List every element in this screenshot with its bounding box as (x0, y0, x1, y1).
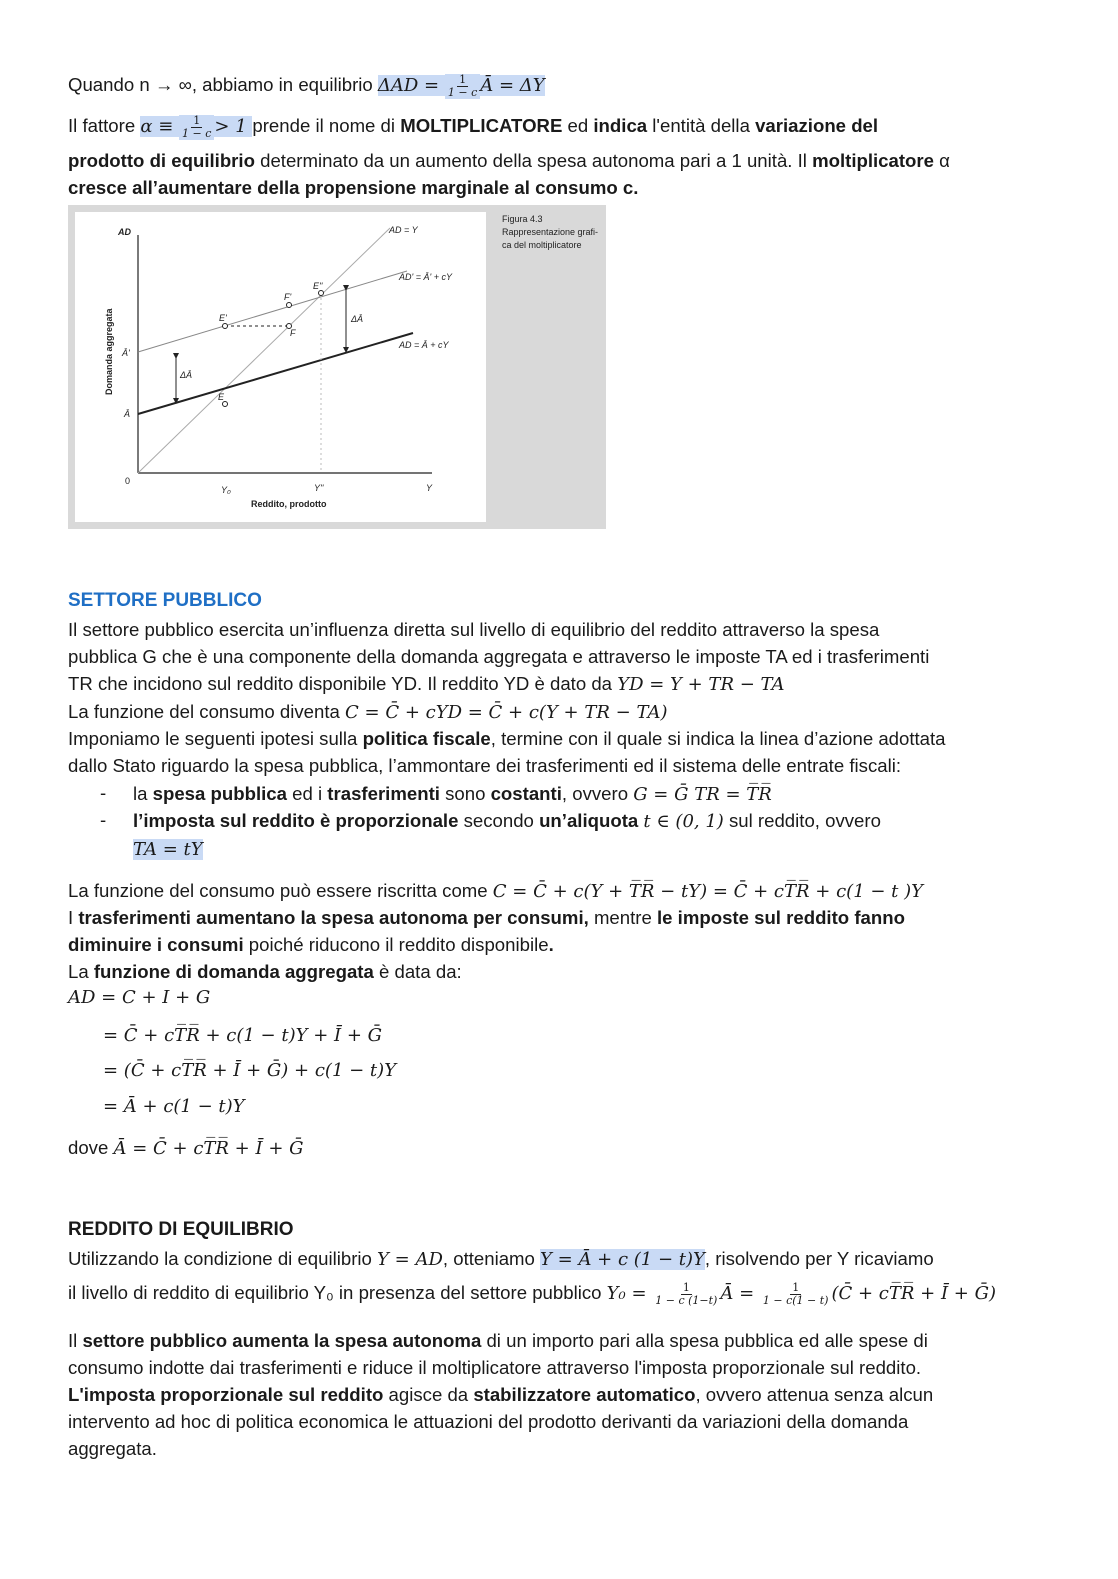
fraction (760, 1282, 832, 1307)
text-run: Il (68, 1330, 83, 1351)
y-label: Y (426, 483, 433, 493)
text-line (68, 1410, 908, 1434)
fraction (445, 74, 480, 99)
math-expression: Ā = C̄ + cT̅R̅ + Ī + Ḡ (113, 1138, 304, 1159)
math-expression: G = Ḡ TR = T̅R̅ (633, 784, 772, 805)
text-run: determinato da un aumento della spesa autonoma pari a 1 unità. Il (254, 150, 813, 171)
point-f1 (287, 303, 292, 308)
line-45-label: AD = Y (389, 225, 418, 235)
text-run: , termine con il quale si indica la linea d’azione adottata (490, 728, 946, 749)
fraction-numerator: 1 (682, 1280, 690, 1294)
text-run: Utilizzando la condizione di equilibrio (68, 1248, 378, 1269)
heading-settore-pubblico: SETTORE PUBBLICO (68, 590, 262, 611)
fraction-numerator: 1 (193, 113, 201, 127)
bold-text: le imposte sul reddito fanno (656, 907, 905, 928)
math-expression: C = C̄ + cYD = C̄ + c(Y + TR − TA) (345, 702, 668, 723)
equation-line (68, 986, 210, 1010)
bold-text: moltiplicatore (812, 150, 934, 171)
figure-chart (68, 205, 606, 529)
text-line (68, 1356, 921, 1380)
text-run: Quando n → ∞, abbiamo in equilibrio (68, 74, 378, 95)
bold-text: . (548, 934, 554, 955)
fraction-denominator: 1 − c(1 − t) (762, 1293, 829, 1307)
text-run: La funzione del consumo diventa (68, 701, 346, 722)
text-line (133, 837, 203, 862)
line-ad-prime (138, 271, 407, 352)
y2-label: Y'' (314, 483, 324, 493)
line-ad-label: AD = Ā + cY (399, 340, 449, 350)
text-line (68, 1437, 157, 1461)
delta-label-right: ΔĀ (351, 314, 364, 324)
text-run: ed (562, 115, 594, 136)
bold-text: cresce all’aumentare della propensione marginale al consumo c. (68, 177, 639, 198)
text-line (68, 879, 923, 904)
text-run: dove (68, 1137, 114, 1158)
bold-text: variazione del (755, 115, 879, 136)
bold-text: l’imposta sul reddito è proporzionale (133, 810, 459, 831)
text-run: dallo Stato riguardo la spesa pubblica, l’ammontare dei trasferimenti ed il sistema delle entrate fiscali: (68, 755, 902, 776)
text-run: , ovvero (561, 783, 634, 804)
point-e2 (319, 291, 324, 296)
equation-line (68, 1136, 304, 1161)
bold-text: L'imposta proporzionale sul reddito (68, 1384, 384, 1405)
bold-text: trasferimenti aumentano la spesa autonoma per consumi, (78, 907, 589, 928)
math-expression: Y = Ā + c (1 − t)Y (540, 1249, 705, 1270)
bold-text: costanti (490, 783, 562, 804)
text-run: sono (439, 783, 491, 804)
fraction-numerator: 1 (792, 1280, 800, 1294)
text-run: Imponiamo le seguenti ipotesi sulla (68, 728, 363, 749)
heading-reddito-equilibrio: REDDITO DI EQUILIBRIO (68, 1219, 294, 1240)
multiplier-figure (68, 205, 606, 529)
text-run: La (68, 961, 94, 982)
x-axis-title: Reddito, prodotto (251, 499, 327, 509)
text-line (68, 906, 905, 930)
text-run: , risolvendo per Y ricaviamo (704, 1248, 934, 1269)
point-f1-label: F' (284, 292, 292, 302)
text-run: aggregata. (68, 1438, 157, 1459)
text-run: secondo (458, 810, 540, 831)
text-line (68, 727, 946, 751)
math-expression: α ≡ (140, 116, 180, 137)
text-run: pubblica G che è una componente della domanda aggregata e attraverso le imposte TA ed i trasferimenti (68, 646, 930, 667)
a-prime-label: Ā' (122, 348, 130, 358)
list-item (133, 809, 881, 834)
bold-text: MOLTIPLICATORE (400, 115, 563, 136)
text-line (68, 114, 878, 140)
text-line (68, 672, 785, 697)
text-run: l'entità della (647, 115, 756, 136)
text-line (68, 754, 901, 778)
y-axis-title: Domanda aggregata (104, 308, 114, 395)
math-expression: Y = AD (377, 1249, 443, 1270)
text-run: mentre (588, 907, 657, 928)
fraction (652, 1282, 720, 1307)
fraction (179, 115, 214, 140)
point-f-label: F (290, 328, 296, 338)
text-run: prende il nome di (252, 115, 401, 136)
math-expression: ΔAD = (377, 75, 445, 96)
text-line (68, 1329, 928, 1353)
bold-text: settore pubblico aumenta la spesa autonoma (82, 1330, 482, 1351)
math-expression: YD = Y + TR − TA (617, 674, 785, 695)
bold-text: indica (593, 115, 648, 136)
text-line (68, 618, 879, 642)
bold-text: un’aliquota (539, 810, 639, 831)
math-expression: TA = tY (133, 839, 203, 860)
list-item (133, 782, 772, 807)
delta-label-left: ΔĀ (180, 370, 193, 380)
text-run: consumo indotte dai trasferimenti e riduce il moltiplicatore attraverso l'imposta proporzionale sul reddito. (68, 1357, 922, 1378)
text-line (68, 73, 545, 99)
text-run: intervento ad hoc di politica economica le attuazioni del prodotto derivanti da variazioni della domanda (68, 1411, 909, 1432)
math-expression: = (C̄ + cT̅R̅ + Ī + Ḡ) + c(1 − t)Y (103, 1060, 397, 1081)
equation-line (103, 1058, 396, 1083)
text-run: agisce da (383, 1384, 474, 1405)
math-expression: Ā = ΔY (480, 75, 545, 96)
bullet-dash: - (100, 782, 107, 803)
text-run: , otteniamo (442, 1248, 541, 1269)
text-run: di un importo pari alla spesa pubblica ed alle spese di (481, 1330, 928, 1351)
bold-text: spesa pubblica (152, 783, 287, 804)
figure-caption: Figura 4.3 Rappresentazione grafi- ca del moltiplicatore (502, 214, 599, 250)
math-expression: Y₀ = (606, 1283, 653, 1304)
text-run: la (133, 783, 153, 804)
point-e1-label: E' (219, 313, 227, 323)
text-line (68, 1247, 934, 1272)
y0-label: Y₀ (221, 485, 231, 495)
math-expression: = Ā + c(1 − t)Y (103, 1096, 245, 1117)
bold-text: funzione di domanda aggregata (93, 961, 374, 982)
bold-text: stabilizzatore automatico (473, 1384, 696, 1405)
text-line (68, 645, 929, 669)
text-run: poiché riducono il reddito disponibile (243, 934, 549, 955)
text-run: Il settore pubblico esercita un’influenza diretta sul livello di equilibrio del reddito attraverso la spesa (68, 619, 880, 640)
fraction-denominator: 1 − c (1−t) (655, 1293, 718, 1307)
point-e2-label: E'' (313, 281, 323, 291)
text-run: il livello di reddito di equilibrio Y₀ in presenza del settore pubblico (68, 1282, 607, 1303)
fraction-denominator: 1 − c (447, 85, 478, 99)
text-line (68, 1281, 996, 1307)
text-run: La funzione del consumo può essere riscritta come (68, 880, 493, 901)
text-line (68, 700, 667, 725)
equation-line (103, 1094, 245, 1119)
math-expression: t ∈ (0, 1) (643, 811, 724, 832)
bold-text: politica fiscale (362, 728, 491, 749)
text-run: α (934, 150, 950, 171)
text-line (68, 933, 554, 957)
fraction-numerator: 1 (459, 72, 467, 86)
math-expression: AD = C + I + G (68, 987, 211, 1008)
bold-text: trasferimenti (327, 783, 440, 804)
math-expression: C = C̄ + c(Y + T̅R̅ − tY) = C̄ + cT̅R̅ + c(1 − t )Y (492, 881, 924, 902)
text-line (68, 960, 462, 984)
equation-line (103, 1023, 382, 1048)
text-line (68, 149, 950, 173)
text-run: , ovvero attenua senza alcun (695, 1384, 934, 1405)
a-bar-label: Ā (124, 409, 131, 419)
text-run: sul reddito, ovvero (723, 810, 881, 831)
text-line (68, 176, 638, 200)
point-e-label: E (218, 392, 225, 402)
text-run: TR che incidono sul reddito disponibile YD. Il reddito YD è dato da (68, 673, 618, 694)
math-expression: = C̄ + cT̅R̅ + c(1 − t)Y + Ī + Ḡ (103, 1025, 383, 1046)
math-expression: (C̄ + cT̅R̅ + Ī + Ḡ) (831, 1283, 997, 1304)
math-expression: Ā = (720, 1283, 760, 1304)
math-expression: > 1 (214, 116, 253, 137)
text-run: è data da: (373, 961, 462, 982)
origin-label: 0 (125, 476, 131, 486)
bold-text: prodotto di equilibrio (68, 150, 255, 171)
fraction-denominator: 1 − c (182, 126, 212, 140)
line-ad-prime-label: AD' = Ā' + cY (399, 272, 452, 282)
text-run: I (68, 907, 79, 928)
point-e (223, 402, 228, 407)
text-run: Il fattore (68, 115, 141, 136)
bold-text: diminuire i consumi (68, 934, 244, 955)
y-axis-label: AD (118, 227, 131, 237)
text-run: ed i (286, 783, 328, 804)
text-line (68, 1383, 933, 1407)
bullet-dash: - (100, 809, 107, 830)
point-e1 (223, 324, 228, 329)
